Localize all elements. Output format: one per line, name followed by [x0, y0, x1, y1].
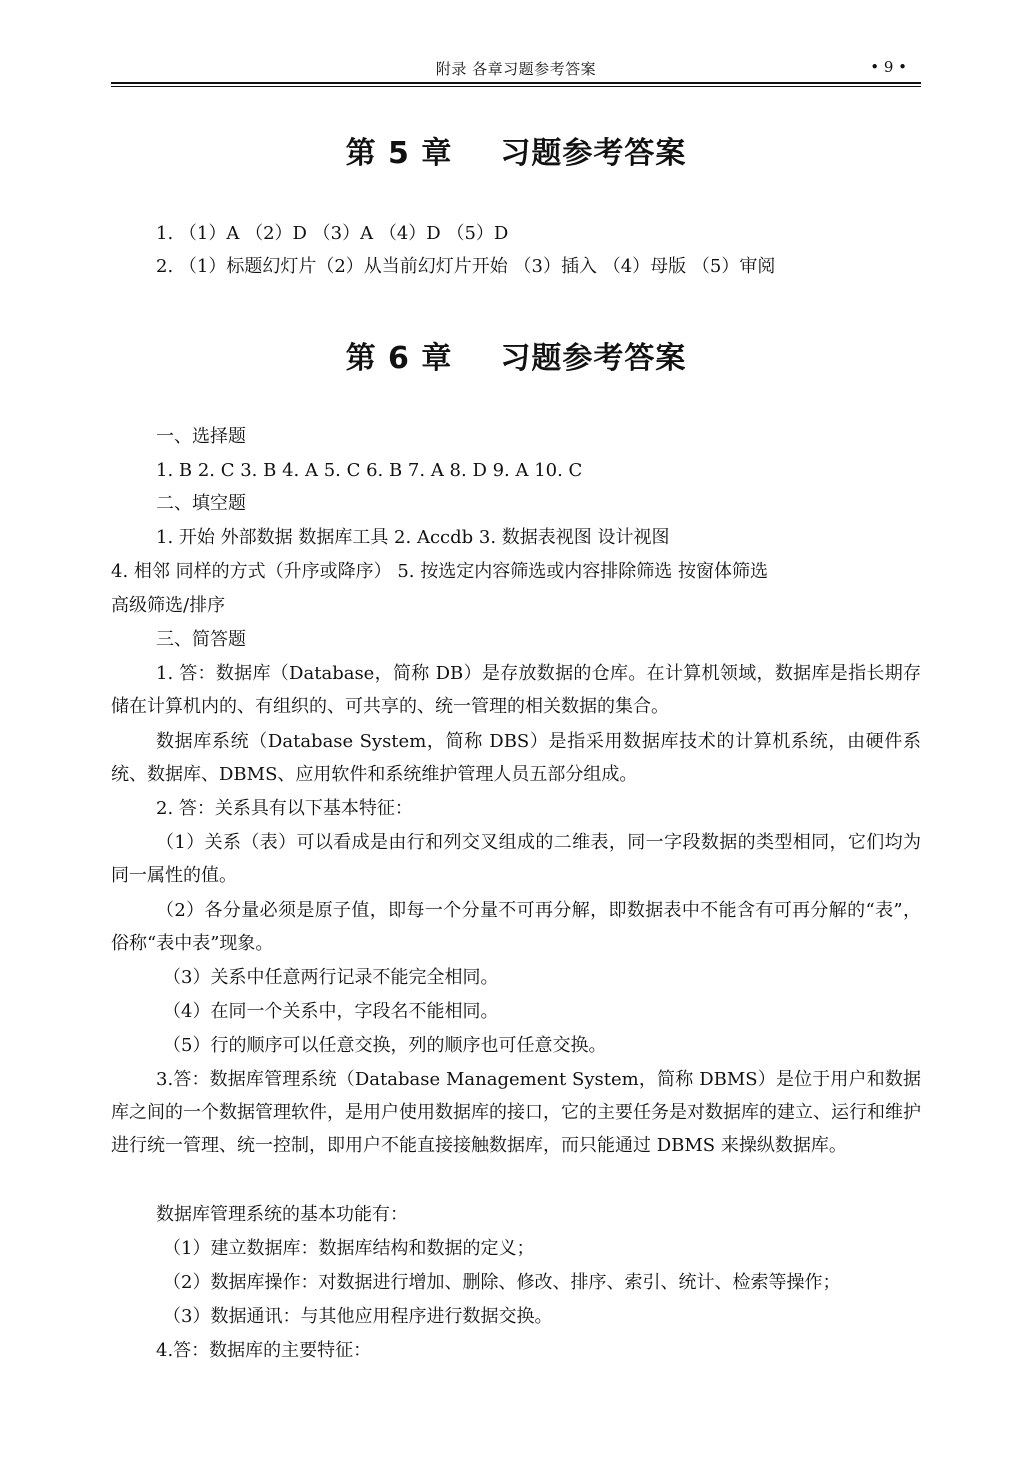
answer-3-item-3: （3）数据通讯：与其他应用程序进行数据交换。 [163, 1306, 553, 1327]
chapter5-heading [111, 128, 921, 172]
section-choice-answers: 1. B 2. C 3. B 4. A 5. C 6. B 7. A 8. D 9. A 10. C [156, 460, 583, 481]
running-header-title: 附录 各章习题参考答案 [435, 60, 597, 78]
answer-3-item-1: （1）建立数据库：数据库结构和数据的定义； [163, 1238, 535, 1259]
section-short-answer-title: 三、简答题 [156, 629, 246, 650]
chapter6-heading [111, 333, 921, 377]
header-rule-thin [111, 86, 921, 87]
chapter6-heading-number: 第 6 章 [345, 341, 453, 376]
answer-1-paragraph-1: 1. 答：数据库（Database，简称 DB）是存放数据的仓库。在计算机领域，数据库是指长期存储在计算机内的、有组织的、可共享的、统一管理的相关数据的集合。 [111, 663, 921, 717]
answer-4-intro: 4.答：数据库的主要特征： [156, 1340, 372, 1361]
section-fill-line-1: 1. 开始 外部数据 数据库工具 2. Accdb 3. 数据表视图 设计视图 [156, 527, 670, 548]
header-rule-thick [111, 82, 921, 84]
chapter5-heading-number: 第 5 章 [345, 136, 453, 171]
chapter5-answer-line-2: 2. （1）标题幻灯片（2）从当前幻灯片开始 （3）插入 （4）母版 （5）审阅 [156, 256, 776, 277]
answer-3-item-2: （2）数据库操作：对数据进行增加、删除、修改、排序、索引、统计、检索等操作； [163, 1272, 841, 1293]
answer-2-item-1: （1）关系（表）可以看成是由行和列交叉组成的二维表，同一字段数据的类型相同，它们均为同一属性的值。 [111, 832, 921, 886]
chapter5-answer-line-1: 1. （1）A （2）D （3）A （4）D （5）D [156, 223, 509, 244]
section-fill-line-3: 高级筛选/排序 [111, 595, 226, 616]
answer-2-intro: 2. 答：关系具有以下基本特征： [156, 798, 413, 819]
chapter6-heading-title: 习题参考答案 [500, 341, 687, 376]
answer-3-paragraph-2: 数据库管理系统的基本功能有： [156, 1204, 408, 1225]
answer-2-item-5: （5）行的顺序可以任意交换，列的顺序也可任意交换。 [163, 1035, 607, 1056]
section-fill-title: 二、填空题 [156, 493, 246, 514]
section-choice-title: 一、选择题 [156, 426, 246, 447]
answer-3-paragraph-1: 3.答：数据库管理系统（Database Management System，简称 DBMS）是位于用户和数据库之间的一个数据管理软件，是用户使用数据库的接口，它的主要任务是对数据库的建立、运行和维护进行统一管理、统一控制，即用户不能直接接触数据库，而只能通过 DBMS 来操纵数据库。 [111, 1069, 921, 1156]
section-fill-line-2: 4. 相邻 同样的方式（升序或降序） 5. 按选定内容筛选或内容排除筛选 按窗体筛选 [111, 561, 768, 582]
answer-1-paragraph-2: 数据库系统（Database System，简称 DBS）是指采用数据库技术的计算机系统，由硬件系统、数据库、DBMS、应用软件和系统维护管理人员五部分组成。 [111, 731, 921, 785]
chapter5-heading-title: 习题参考答案 [500, 136, 687, 171]
page-number: • 9 • [870, 58, 907, 76]
running-header [111, 56, 921, 82]
answer-2-item-2: （2）各分量必须是原子值，即每一个分量不可再分解，即数据表中不能含有可再分解的“表”，俗称“表中表”现象。 [111, 900, 921, 954]
answer-2-item-4: （4）在同一个关系中，字段名不能相同。 [163, 1001, 499, 1022]
answer-2-item-3: （3）关系中任意两行记录不能完全相同。 [163, 967, 499, 988]
